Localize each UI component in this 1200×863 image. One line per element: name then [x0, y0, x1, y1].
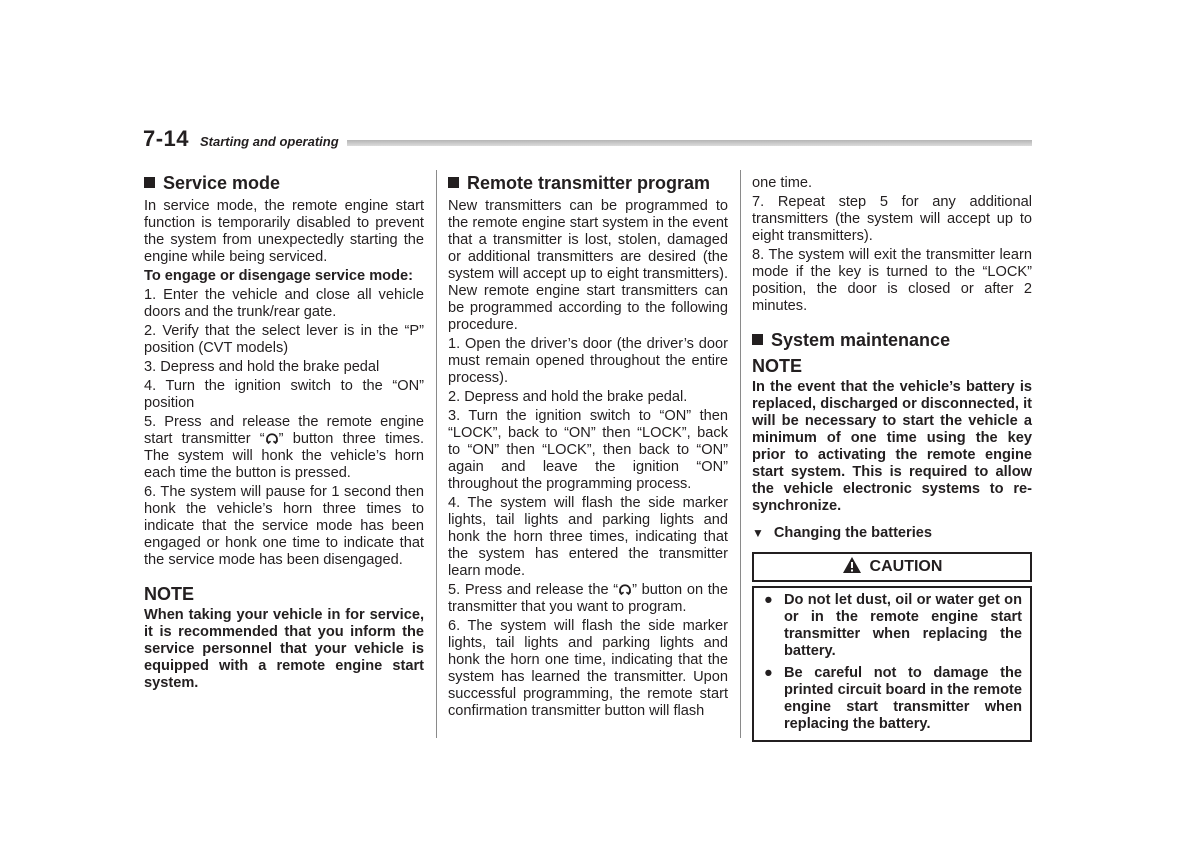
column-3 [752, 172, 1032, 742]
paragraph: New transmitters can be programmed to the remote engine start system in the event that a transmitter is lost, stolen, damaged or additional transmitters are desired (the system will accept up to eight transmitters). New remote engine start transmitters can be programmed according to the following procedure. [448, 198, 728, 333]
page-header [143, 126, 1032, 150]
step-item: 6. The system will flash the side marker lights, tail lights and parking lights and honk the horn one time, indicating that the system has learned the transmitter. Upon successful programming, the remote start confirmation transmitter button will flash [448, 618, 728, 719]
note-text: In the event that the vehicle’s battery is replaced, discharged or disconnected, it will be necessary to start the vehicle a minimum of one time using the key prior to activating the remote engine start system. This is required to allow the vehicle electronic systems to re-synchronize. [752, 379, 1032, 514]
section-title: Starting and operating [200, 134, 339, 149]
step-item: 5. Press and release the “ ” button on the transmitter that you want to program. [448, 582, 728, 615]
caution-item: ● Do not let dust, oil or water get on or in the remote engine start transmitter when replacing the battery. [764, 592, 1022, 659]
step-item: 6. The system will pause for 1 second then honk the vehicle’s horn three times to indicate that the service mode has been engaged or honk one time to indicate that the service mode has been disengaged. [144, 484, 424, 568]
page-number: 7-14 [143, 126, 190, 151]
column-1 [144, 172, 424, 694]
column-divider [740, 170, 741, 738]
heading-service-mode: Service mode [144, 172, 424, 194]
remote-start-icon [618, 582, 632, 596]
step-item: 4. Turn the ignition switch to the “ON” position [144, 378, 424, 411]
header-rule [347, 140, 1032, 146]
note-title: NOTE [144, 584, 195, 604]
step-item: 3. Turn the ignition switch to “ON” then “LOCK”, back to “ON” then “LOCK”, back to “ON” then “LOCK”, then back to “ON” again and leave the ignition “ON” throughout the programming process. [448, 408, 728, 492]
paragraph: In service mode, the remote engine start function is temporarily disabled to prevent the system from unexpectedly starting the engine while being serviced. [144, 198, 424, 265]
note-text: When taking your vehicle in for service, it is recommended that you inform the service personnel that your vehicle is equipped with a remote engine start system. [144, 607, 424, 691]
caution-box [752, 586, 1032, 742]
step-item: 1. Open the driver’s door (the driver’s door must remain opened throughout the entire process). [448, 336, 728, 386]
step-item: 2. Depress and hold the brake pedal. [448, 389, 688, 405]
step-item: 4. The system will flash the side marker lights, tail lights and parking lights and honk the horn three times, indicating that the system has entered the transmitter learn mode. [448, 495, 728, 579]
step-item: 5. Press and release the remote engine start transmitter “ ” button three times. The system will honk the vehicle’s horn each time the button is pressed. [144, 414, 424, 481]
remote-start-icon [265, 431, 279, 445]
subheading-changing-batteries: ▼ Changing the batteries [752, 525, 933, 541]
triangle-down-icon: ▼ [752, 526, 764, 540]
column-2 [448, 172, 728, 722]
caution-item: ● Be careful not to damage the printed circuit board in the remote engine start transmitter when replacing the battery. [764, 665, 1022, 732]
subheading: To engage or disengage service mode: [144, 268, 413, 284]
paragraph: one time. [752, 175, 813, 191]
step-item: 1. Enter the vehicle and close all vehicle doors and the trunk/rear gate. [144, 287, 424, 320]
heading-remote-transmitter-program: Remote transmitter program [448, 172, 728, 194]
step-item: 2. Verify that the select lever is in the “P” position (CVT models) [144, 323, 424, 356]
heading-system-maintenance: System maintenance [752, 329, 1032, 351]
step-item: 8. The system will exit the transmitter learn mode if the key is turned to the “LOCK” position, the door is closed or after 2 minutes. [752, 247, 1032, 314]
square-bullet-icon [752, 334, 763, 345]
step-item: 3. Depress and hold the brake pedal [144, 359, 380, 375]
square-bullet-icon [144, 177, 155, 188]
column-divider [436, 170, 437, 738]
caution-header: CAUTION [752, 552, 1032, 582]
step-item: 7. Repeat step 5 for any additional transmitters (the system will accept up to eight transmitters). [752, 194, 1032, 244]
square-bullet-icon [448, 177, 459, 188]
warning-icon [842, 556, 862, 574]
note-title: NOTE [752, 356, 803, 376]
